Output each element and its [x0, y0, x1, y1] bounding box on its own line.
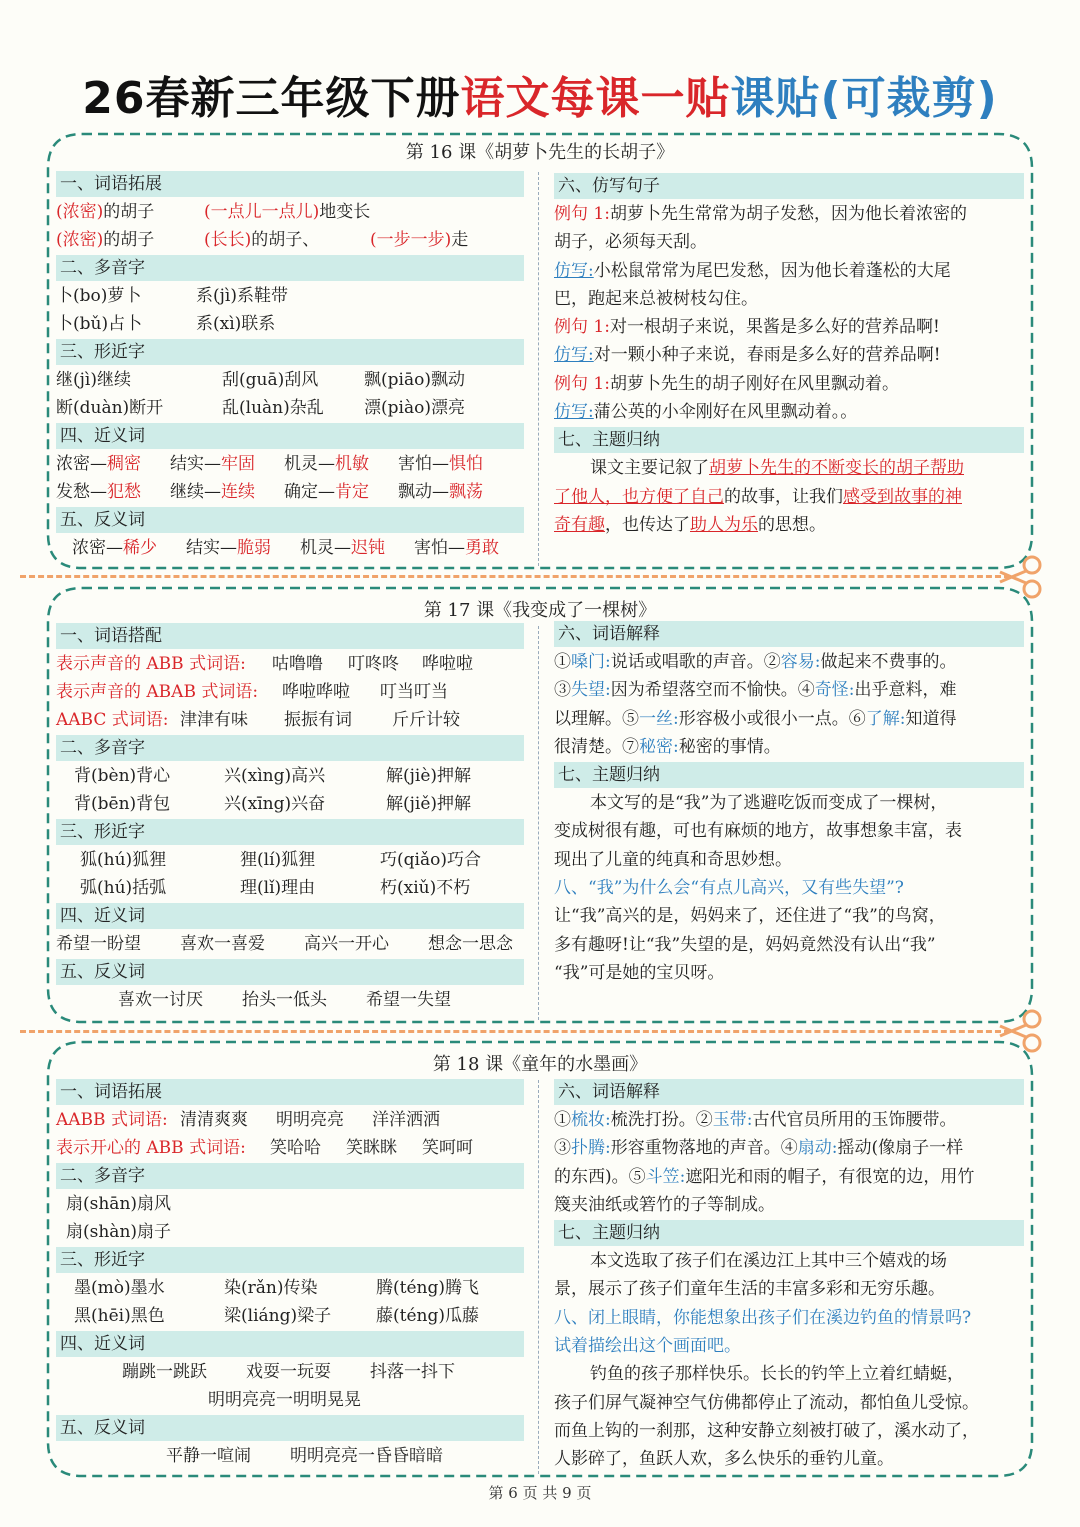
left-column [56, 170, 524, 562]
synonym-row: 浓密—稠密 结实—牢固 机灵—机敏 害怕—惧怕 [56, 454, 483, 474]
lesson-16-card [42, 128, 1038, 574]
section-header: 二、多音字 [56, 255, 524, 281]
theme-summary: 本文选取了孩子们在溪边江上其中三个嬉戏的场 景，展示了孩子们童年生活的丰富多彩和无穷乐趣。 八、闭上眼睛，你能想象出孩子们在溪边钓鱼的情景吗? 试着描绘出这个画面吧。 钓鱼的孩子那样快乐。长长的钓竿上立着红蜻蜓， 孩子们屏气凝神空气仿佛都停止了流动，都怕鱼儿受惊。 而鱼上钩的一刹那，这种安静立刻被打破了，溪水动了， 人影碎了，鱼跃人欢，多么快乐的垂钓儿童。 [554, 1247, 1024, 1473]
synonym-row: 希望一盼望 喜欢一喜爱 高兴一开心 想念一思念 [56, 934, 513, 954]
word-row: AABB 式词语: 清清爽爽 明明亮亮 洋洋洒洒 [56, 1110, 440, 1130]
collocation-row: AABC 式词语: 津津有味 振振有词 斤斤计较 [56, 710, 460, 730]
section-header: 一、词语搭配 [56, 623, 524, 649]
right-column [554, 620, 1024, 987]
question-heading: 八、“我”为什么会“有点儿高兴，又有些失望”? [554, 878, 904, 899]
section-header: 三、形近字 [56, 1247, 524, 1273]
theme-summary: 课文主要记叙了胡萝卜先生的不断变长的胡子帮助 了他人，也方便了自己的故事，让我们感受到故事的神 奇有趣，也传达了助人为乐的思想。 [554, 458, 964, 535]
column-divider [538, 1080, 539, 1474]
section-header: 二、多音字 [56, 1163, 524, 1189]
section-header: 三、形近字 [56, 339, 524, 365]
polyphone-row: 背(bēn)背包 兴(xīng)兴奋 解(jiě)押解 [74, 794, 472, 814]
word-explanations: ①梳妆:梳洗打扮。②玉带:古代官员所用的玉饰腰带。 ③扑腾:形容重物落地的声音。④扇动:摇动(像扇子一样 的东西)。⑤斗笠:遮阳光和雨的帽子，有很宽的边，用竹 篾夹油纸或箬竹的子等制成。 [554, 1110, 975, 1215]
section-header: 四、近义词 [56, 1331, 524, 1357]
section-header: 五、反义词 [56, 507, 524, 533]
right-column [554, 1078, 1024, 1474]
section-header: 三、形近字 [56, 819, 524, 845]
word-row: (浓密)的胡子 (一点儿一点儿)地变长 [56, 202, 371, 222]
section-header: 七、主题归纳 [554, 427, 1024, 453]
column-divider [538, 626, 539, 1020]
polyphone-row: 扇(shàn)扇子 [66, 1222, 172, 1242]
cut-line [20, 575, 1010, 578]
section-header: 四、近义词 [56, 903, 524, 929]
title-grade: 26春新三年级下册 [82, 73, 461, 124]
imitation-sentences: 例句 1:胡萝卜先生常常为胡子发愁，因为他长着浓密的 胡子，必须每天刮。 仿写:小松鼠常常为尾巴发愁，因为他长着蓬松的大尾 巴，跑起来总被树枝勾住。 例句 1:对一根胡子来说，果酱是多么好的营养品啊! 仿写:对一颗小种子来说，春雨是多么好的营养品啊! 例句 1:胡萝卜先生的胡子刚好在风里飘动着。 仿写:蒲公英的小伞刚好在风里飘动着。。 [554, 204, 967, 423]
antonym-row: 平静一喧闹 明明亮亮一昏昏暗暗 [166, 1446, 443, 1466]
question-heading: 试着描绘出这个画面吧。 [554, 1336, 741, 1357]
similar-char-row: 继(jì)继续 刮(guā)刮风 飘(piāo)飘动 [56, 370, 465, 390]
synonym-row: 发愁—犯愁 继续—连续 确定—肯定 飘动—飘荡 [56, 482, 483, 502]
left-column [56, 1078, 524, 1470]
right-column [554, 172, 1024, 539]
antonym-row: 喜欢一讨厌 抬头一低头 希望一失望 [118, 990, 451, 1010]
similar-char-row: 断(duàn)断开 乱(luàn)杂乱 漂(piào)漂亮 [56, 398, 465, 418]
section-header: 五、反义词 [56, 1415, 524, 1441]
collocation-row: 表示声音的 ABAB 式词语: 哗啦哗啦 叮当叮当 [56, 682, 448, 702]
page-number: 第 6 页 共 9 页 [488, 1484, 592, 1502]
similar-char-row: 狐(hú)狐狸 狸(lí)狐狸 巧(qiǎo)巧合 [80, 850, 481, 870]
section-header: 五、反义词 [56, 959, 524, 985]
polyphone-row: 卜(bo)萝卜 系(jì)系鞋带 [56, 286, 288, 306]
similar-char-row: 黑(hēi)黑色 梁(liáng)梁子 藤(téng)瓜藤 [74, 1306, 479, 1326]
section-header: 二、多音字 [56, 735, 524, 761]
section-header: 六、词语解释 [554, 1079, 1024, 1105]
title-subject: 语文每课一贴 [460, 73, 731, 124]
synonym-row: 蹦跳一跳跃 戏耍一玩耍 抖落一抖下 [122, 1362, 455, 1382]
column-divider [538, 172, 539, 566]
similar-char-row: 弧(hú)括弧 理(lǐ)理由 朽(xiǔ)不朽 [80, 878, 471, 898]
polyphone-row: 背(bèn)背心 兴(xìng)高兴 解(jiè)押解 [74, 766, 472, 786]
lesson-title: 第 18 课《童年的水墨画》 [432, 1054, 648, 1075]
antonym-row: 浓密—稀少 结实—脆弱 机灵—迟钝 害怕—勇敢 [72, 538, 499, 558]
lesson-title: 第 17 课《我变成了一棵树》 [423, 600, 657, 621]
section-header: 六、仿写句子 [554, 173, 1024, 199]
synonym-row: 明明亮亮一明明晃晃 [208, 1390, 361, 1410]
page-title [0, 62, 1080, 126]
section-header: 四、近义词 [56, 423, 524, 449]
similar-char-row: 墨(mò)墨水 染(rǎn)传染 腾(téng)腾飞 [74, 1278, 479, 1298]
word-explanations: ①嗓门:说话或唱歌的声音。②容易:做起来不费事的。 ③失望:因为希望落空而不愉快。④奇怪:出乎意料，难 以理解。⑤一丝:形容极小或很小一点。⑥了解:知道得 很清楚。⑦秘密:秘密的事情。 [554, 652, 957, 757]
section-header: 七、主题归纳 [554, 1220, 1024, 1246]
section-header: 七、主题归纳 [554, 762, 1024, 788]
word-row: (浓密)的胡子 (长长)的胡子、 (一步一步)走 [56, 230, 469, 250]
collocation-row: 表示声音的 ABB 式词语: 咕噜噜 叮咚咚 哗啦啦 [56, 654, 473, 674]
section-header: 六、词语解释 [554, 621, 1024, 647]
lesson-18-card [42, 1036, 1038, 1482]
lesson-17-card [42, 582, 1038, 1028]
section-header: 一、词语拓展 [56, 171, 524, 197]
cut-line [20, 1030, 1010, 1033]
theme-summary: 本文写的是“我”为了逃避吃饭而变成了一棵树， 变成树很有趣，可也有麻烦的地方，故事想象丰富，表 现出了儿童的纯真和奇思妙想。 八、“我”为什么会“有点儿高兴，又有些失望”? 让“我”高兴的是，妈妈来了，还住进了“我”的鸟窝， 多有趣呀!让“我”失望的是，妈妈竟然没有认出“我” “我”可是她的宝贝呀。 [554, 789, 1024, 987]
polyphone-row: 卜(bǔ)占卜 系(xì)联系 [56, 314, 276, 334]
lesson-title: 第 16 课《胡萝卜先生的长胡子》 [405, 142, 675, 163]
word-row: 表示开心的 ABB 式词语: 笑哈哈 笑眯眯 笑呵呵 [56, 1138, 473, 1158]
polyphone-row: 扇(shān)扇风 [66, 1194, 172, 1214]
section-header: 一、词语拓展 [56, 1079, 524, 1105]
question-heading: 八、闭上眼睛，你能想象出孩子们在溪边钓鱼的情景吗? [554, 1307, 972, 1328]
title-cut-note: 课贴(可裁剪) [730, 73, 998, 124]
left-column [56, 622, 524, 1014]
